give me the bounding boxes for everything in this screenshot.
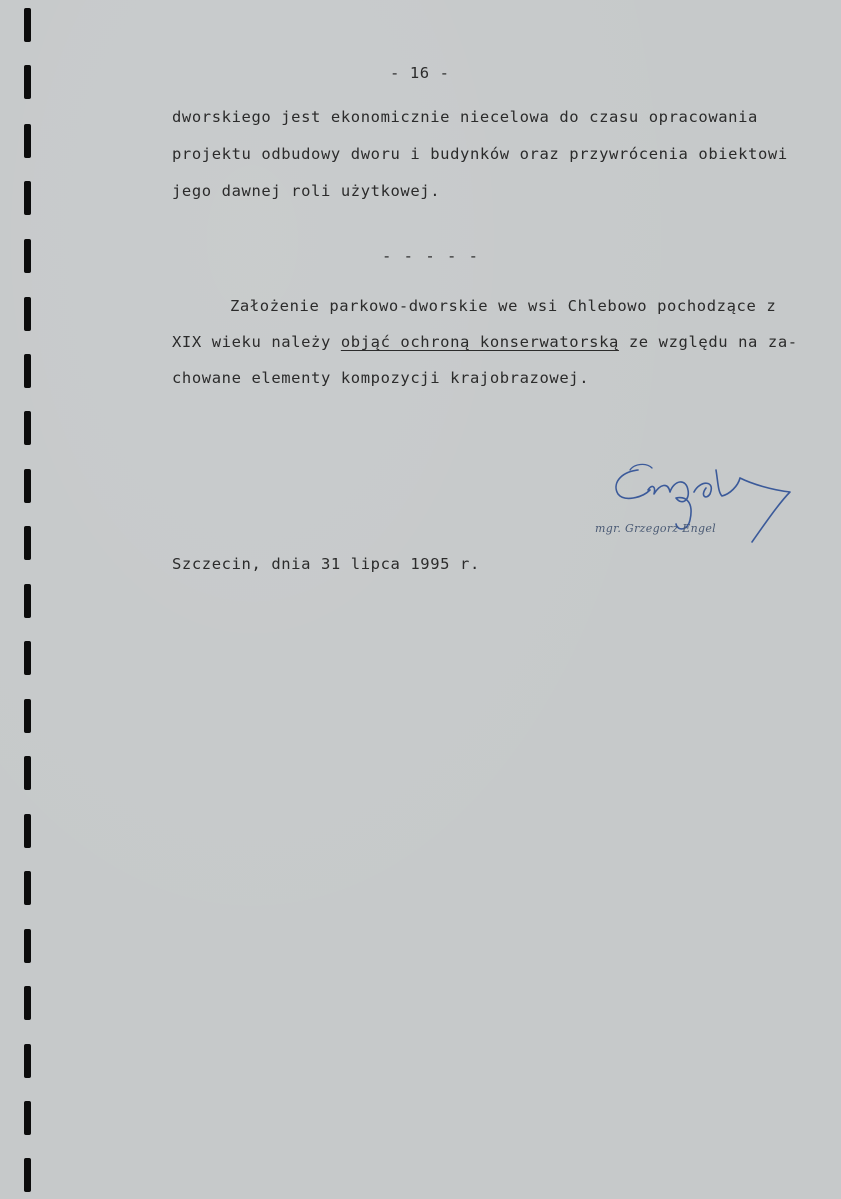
text-segment: ze względu na za- (618, 333, 798, 351)
binding-hole (24, 411, 31, 445)
text-line: dworskiego jest ekonomicznie niecelowa do czasu opracowania (172, 108, 758, 126)
handwritten-signature (590, 450, 805, 550)
binding-hole (24, 986, 31, 1020)
binding-hole (24, 756, 31, 790)
text-line: projektu odbudowy dworu i budynków oraz przywrócenia obiektowi (172, 145, 788, 163)
signature-printed-name: mgr. Grzegorz Engel (595, 522, 716, 535)
binding-hole (24, 814, 31, 848)
text-line (172, 335, 798, 351)
text-line: Założenie parkowo-dworskie we wsi Chlebowo pochodzące z (230, 297, 777, 315)
place-date-line: Szczecin, dnia 31 lipca 1995 r. (172, 555, 480, 573)
underlined-phrase: objąć ochroną konserwatorską (340, 333, 619, 351)
binding-hole (24, 8, 31, 42)
binding-hole (24, 297, 31, 331)
binding-hole (24, 526, 31, 560)
binding-hole (24, 1158, 31, 1192)
binding-hole (24, 584, 31, 618)
binding-hole (24, 1101, 31, 1135)
binding-holes (0, 0, 40, 1199)
section-separator: - - - - - (382, 247, 480, 265)
signature-block (590, 450, 805, 550)
text-line: jego dawnej roli użytkowej. (172, 182, 441, 200)
text-segment: XIX wieku należy (172, 333, 341, 351)
binding-hole (24, 1044, 31, 1078)
binding-hole (24, 124, 31, 158)
binding-hole (24, 929, 31, 963)
binding-hole (24, 239, 31, 273)
binding-hole (24, 181, 31, 215)
page-number: - 16 - (390, 64, 450, 82)
binding-hole (24, 354, 31, 388)
binding-hole (24, 699, 31, 733)
binding-hole (24, 871, 31, 905)
text-line: chowane elementy kompozycji krajobrazowej. (172, 369, 590, 387)
binding-hole (24, 641, 31, 675)
binding-hole (24, 469, 31, 503)
binding-hole (24, 65, 31, 99)
